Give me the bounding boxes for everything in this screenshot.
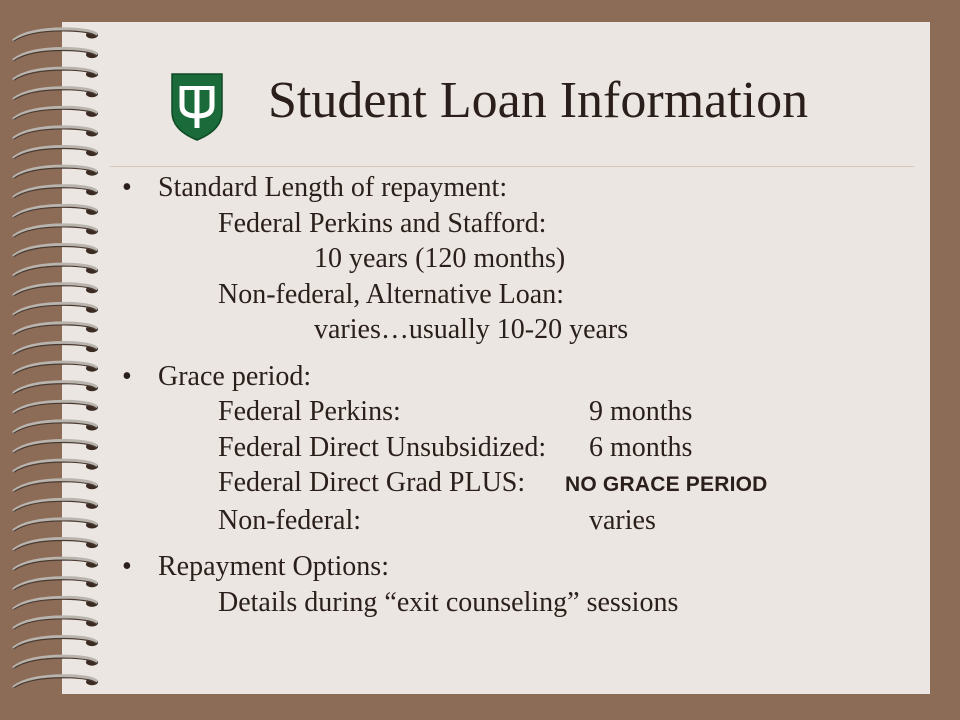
grace-row [158, 430, 908, 466]
bullet-repayment-options [118, 549, 908, 620]
tulane-shield-logo-icon [170, 72, 224, 142]
grace-value: varies [589, 504, 656, 536]
spiral-ring [14, 558, 98, 570]
spiral-ring [14, 421, 98, 433]
spiral-ring [14, 166, 98, 178]
spiral-ring [14, 147, 98, 159]
spiral-ring [14, 441, 98, 453]
spiral-ring [14, 186, 98, 198]
spiral-ring [14, 245, 98, 257]
spiral-binding [0, 0, 115, 720]
spiral-ring [14, 205, 98, 217]
subitem-federal-perkins-stafford: Federal Perkins and Stafford: [218, 207, 547, 239]
spiral-ring [14, 637, 98, 649]
spiral-ring [14, 597, 98, 609]
spiral-ring [14, 225, 98, 237]
grace-label: Federal Direct Grad PLUS: [218, 467, 526, 498]
subitem-detail: varies…usually 10-20 years [314, 314, 629, 345]
spiral-ring [14, 49, 98, 61]
grace-row [158, 394, 908, 430]
spiral-ring [14, 68, 98, 80]
bullet-dot: • [122, 360, 132, 392]
bullet-grace-period [118, 359, 908, 539]
spiral-ring [14, 362, 98, 374]
bullet-repayment-length [118, 170, 908, 348]
grace-label: Federal Perkins: [218, 396, 401, 427]
subitem-exit-counseling: Details during “exit counseling” sessions [218, 586, 679, 618]
grace-label: Federal Direct Unsubsidized: [218, 431, 547, 463]
grace-label: Non-federal: [218, 504, 362, 536]
grace-value: 9 months [589, 396, 693, 427]
subitem-detail: 10 years (120 months) [314, 243, 566, 274]
spiral-ring [14, 499, 98, 511]
spiral-ring [14, 382, 98, 394]
bullet-heading: Grace period: [158, 360, 312, 392]
bullet-heading: Standard Length of repayment: [158, 172, 508, 203]
bullet-heading: Repayment Options: [158, 551, 389, 582]
subitem-non-federal: Non-federal, Alternative Loan: [218, 278, 564, 310]
grace-value: 6 months [589, 431, 693, 463]
spiral-ring [14, 323, 98, 335]
spiral-ring [14, 401, 98, 413]
spiral-ring [14, 107, 98, 119]
spiral-ring [14, 88, 98, 100]
grace-row [158, 465, 908, 503]
spiral-ring [14, 284, 98, 296]
slide-title: Student Loan Information [268, 72, 809, 129]
spiral-ring [14, 539, 98, 551]
spiral-ring [14, 656, 98, 668]
spiral-ring [14, 343, 98, 355]
slide-content [118, 170, 908, 620]
grace-value-no-grace: NO GRACE PERIOD [565, 473, 768, 496]
spiral-ring [14, 519, 98, 531]
title-divider [110, 166, 914, 167]
spiral-ring [14, 578, 98, 590]
spiral-ring [14, 676, 98, 688]
spiral-ring [14, 480, 98, 492]
grace-row [158, 503, 908, 539]
spiral-ring [14, 127, 98, 139]
spiral-ring [14, 303, 98, 315]
bullet-dot: • [122, 551, 132, 582]
spiral-ring [14, 29, 98, 41]
spiral-ring [14, 460, 98, 472]
bullet-dot: • [122, 172, 132, 203]
spiral-ring [14, 264, 98, 276]
spiral-ring [14, 617, 98, 629]
